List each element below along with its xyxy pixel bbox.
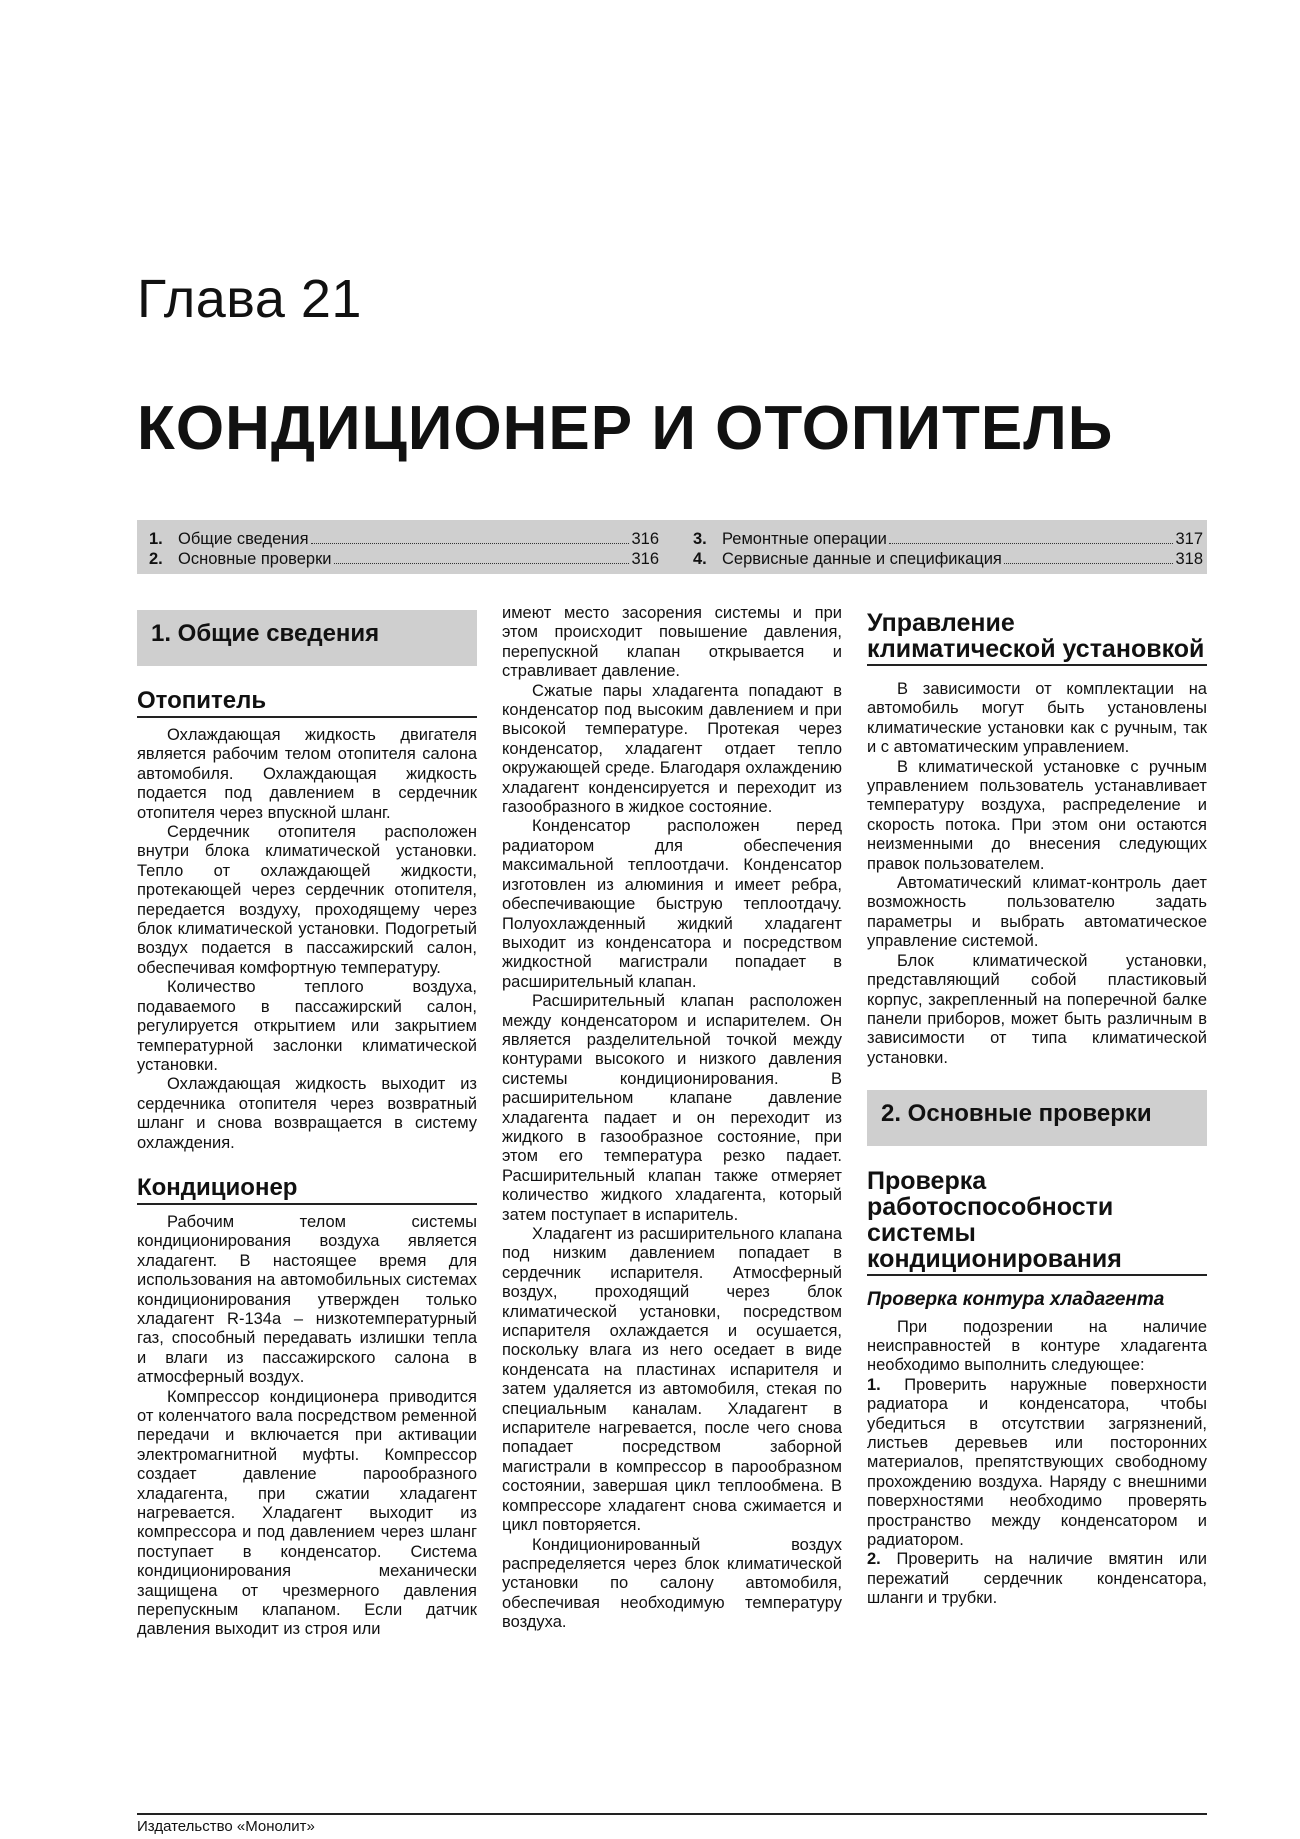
toc-page: 316 xyxy=(631,530,659,548)
list-item: 1. Проверить наружные поверхности радиатора и конденсатора, чтобы убедиться в отсутствии загрязнений, листьев деревьев или посторонних материалов, препятствующих свободному прохождению воздуха. Наряду с внешними поверхностями необходимо проверять пространство между конденсатором и радиатором. xyxy=(867,1375,1207,1549)
toc-label: Общие сведения xyxy=(178,530,309,548)
paragraph: Компрессор кондиционера приводится от коленчатого вала посредством ременной передачи и включается при активации электромагнитной муфты. Компрессор создает давление парообразного хладагента, при сжатии хладагент нагревается. Хладагент выходит из компрессора и под давлением через шланг поступает в конденсатор. Система кондиционирования механически защищена от чрезмерного давления перепускным клапаном. Если датчик давления выходит из строя или xyxy=(137,1387,477,1639)
toc-leader xyxy=(1004,563,1174,564)
publisher-footer: Издательство «Монолит» xyxy=(137,1818,315,1835)
paragraph: При подозрении на наличие неисправностей в контуре хладагента необходимо выполнить следующее: xyxy=(867,1317,1207,1375)
toc-page: 316 xyxy=(631,550,659,568)
toc-page: 318 xyxy=(1175,550,1203,568)
subheading-ac: Кондиционер xyxy=(137,1175,477,1205)
toc-item[interactable]: 4. Сервисные данные и спецификация 318 xyxy=(693,550,1203,568)
paragraph: Сердечник отопителя расположен внутри блока климатической установки. Тепло от охлаждающей жидкости, протекающей через сердечник отопителя, передается воздуху, проходящему через блок климатической установки. Подогретый воздух подается в пассажирский салон, обеспечивая комфортную температуру. xyxy=(137,823,477,977)
paragraph: Охлаждающая жидкость выходит из сердечника отопителя через возвратный шланг и снова возвращается в систему охлаждения. xyxy=(137,1075,477,1152)
column-1 xyxy=(137,610,477,1640)
chapter-title: КОНДИЦИОНЕР И ОТОПИТЕЛЬ xyxy=(137,394,1114,463)
paragraph: Хладагент из расширительного клапана под низким давлением попадает в сердечник испарителя. Атмосферный воздух, проходящий через блок климатической установки, посредством испарителя охлаждается и осушается, поскольку влага из него оседает в виде конденсата на пластинах испарителя и затем удаляется из автомобиля, стекая по специальным каналам. Хладагент в испарителе нагревается, после чего снова попадает посредством заборной магистрали в компрессор в парообразном состоянии, завершая цикл теплообмена. В компрессоре хладагент снова сжимается и цикл повторяется. xyxy=(502,1225,842,1535)
toc-leader xyxy=(311,543,630,544)
toc-label: Сервисные данные и спецификация xyxy=(722,550,1002,568)
subheading-refrigerant-circuit: Проверка контура хладагента xyxy=(867,1289,1165,1311)
column-2 xyxy=(502,604,842,1633)
toc-page: 317 xyxy=(1175,530,1203,548)
section-heading-general: 1. Общие сведения xyxy=(137,610,477,666)
paragraph: В зависимости от комплектации на автомобиль могут быть установлены климатические установки как с ручным, так и с автоматическим управлением. xyxy=(867,680,1207,757)
paragraph: В климатической установке с ручным управлением пользователь устанавливает температуру воздуха, распределение и скорость потока. При этом они остаются неизменными до внесения следующих правок пользователем. xyxy=(867,757,1207,873)
paragraph: Рабочим телом системы кондиционирования воздуха является хладагент. В настоящее время для использования на автомобильных системах кондиционирования утвержден только хладагент R-134a – низкотемпературный газ, способный передавать излишки тепла и влаги из пассажирского салона в атмосферный воздух. xyxy=(137,1212,477,1387)
paragraph: Автоматический климат-контроль дает возможность пользователю задать параметры и выбрать автоматическое управление системой. xyxy=(867,874,1207,951)
list-item: 2. Проверить на наличие вмятин или пережатий сердечник конденсатора, шланги и трубки. xyxy=(867,1550,1207,1608)
paragraph: Расширительный клапан расположен между конденсатором и испарителем. Он является разделительной точкой между контурами высокого и низкого давления системы кондиционирования. В расширительном клапане давление хладагента падает и он переходит из жидкого в газообразное состояние, при этом его температура резко падает. Расширительный клапан также отмеряет количество жидкого хладагента, который затем поступает в испаритель. xyxy=(502,992,842,1224)
toc-item[interactable]: 1. Общие сведения 316 xyxy=(149,530,659,548)
paragraph: Количество теплого воздуха, подаваемого в пассажирский салон, регулируется открытием или закрытием температурной заслонки климатической установки. xyxy=(137,978,477,1074)
subheading-heater: Отопитель xyxy=(137,688,477,718)
paragraph: Охлаждающая жидкость двигателя является рабочим телом отопителя салона автомобиля. Охлаждающая жидкость подается под давлением в сердечник отопителя через впускной шланг. xyxy=(137,726,477,822)
paragraph: Конденсатор расположен перед радиатором для обеспечения максимальной теплоотдачи. Конденсатор изготовлен из алюминия и имеет ребра, обеспечивающие быструю теплоотдачу. Полуохлажденный жидкий хладагент выходит из конденсатора и посредством жидкостной магистрали попадает в расширительный клапан. xyxy=(502,817,842,991)
footer-divider xyxy=(137,1813,1207,1815)
paragraph: Сжатые пары хладагента попадают в конденсатор под высоким давлением и при высокой температуре. Протекая через конденсатор, хладагент отдает тепло окружающей среде. Благодаря охлаждению хладагент конденсируется и переходит из газообразного в жидкое состояние. xyxy=(502,681,842,817)
paragraph: Блок климатической установки, представляющий собой пластиковый корпус, закрепленный на поперечной балке панели приборов, может быть различным в зависимости от типа климатической установки. xyxy=(867,951,1207,1067)
toc-label: Основные проверки xyxy=(178,550,332,568)
subheading-ac-check: Проверка работоспособности системы кондиционирования xyxy=(867,1168,1207,1276)
toc-label: Ремонтные операции xyxy=(722,530,887,548)
section-heading-checks: 2. Основные проверки xyxy=(867,1090,1207,1146)
toc-item[interactable]: 2. Основные проверки 316 xyxy=(149,550,659,568)
column-3 xyxy=(867,610,1207,1609)
paragraph: имеют место засорения системы и при этом происходит повышение давления, перепускной клапан открывается и стравливает давление. xyxy=(502,604,842,681)
table-of-contents xyxy=(137,520,1207,574)
paragraph: Кондиционированный воздух распределяется через блок климатической установки по салону автомобиля, обеспечивая необходимую температуру воздуха. xyxy=(502,1535,842,1632)
toc-leader xyxy=(334,563,630,564)
chapter-number: Глава 21 xyxy=(137,269,362,329)
toc-leader xyxy=(889,543,1174,544)
toc-item[interactable]: 3. Ремонтные операции 317 xyxy=(693,530,1203,548)
subheading-climate-control: Управление климатической установкой xyxy=(867,610,1207,666)
